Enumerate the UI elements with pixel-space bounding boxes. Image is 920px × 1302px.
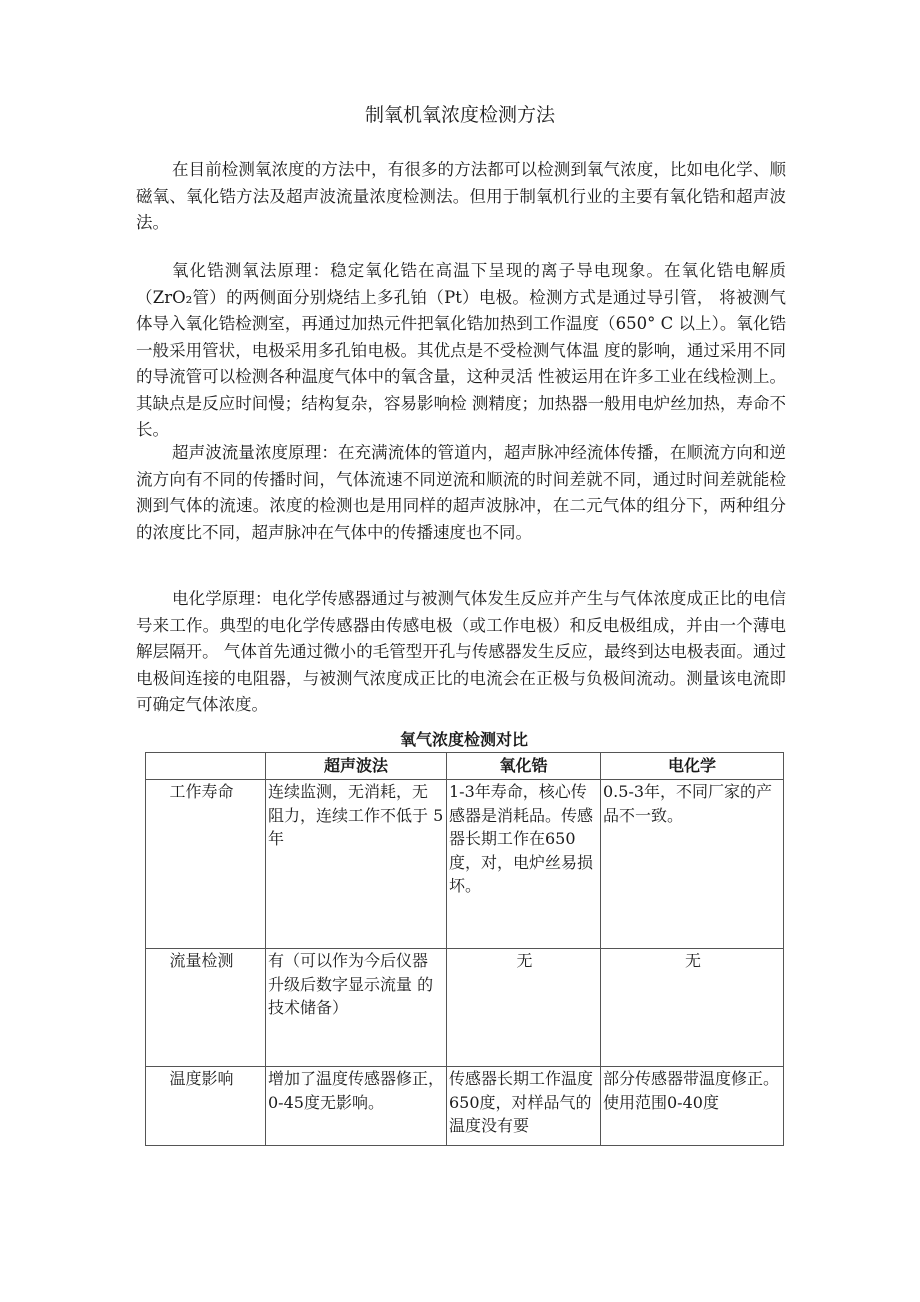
cell-lifespan-ultrasonic: 连续监测，无消耗，无 阻力，连续工作不低于 5年 xyxy=(266,780,447,949)
row-label-temperature: 温度影响 xyxy=(146,1067,266,1146)
paragraph-zirconia: 氧化锆测氧法原理：稳定氧化锆在高温下呈现的离子导电现象。在氧化锆电解质（ZrO₂管）的两侧面分别烧结上多孔铂（Pt）电极。检测方式是通过导引管， 将被测气体导入氧化锆检测室，再通过加热元件把氧化锆加热到工作温度（650° C 以上）。氧化锆一般采用管状，电极采用多孔铂电极。其优点是不受检测气体温 度的影响，通过采用不同的导流管可以检测各种温度气体中的氧含量，这种灵活 性被运用在许多工业在线检测上。其缺点是反应时间慢；结构复杂，容易影响检 测精度；加热器一般用电炉丝加热，寿命不长。 xyxy=(136,261,786,439)
row-label-lifespan: 工作寿命 xyxy=(146,780,266,949)
header-zirconia: 氧化锆 xyxy=(447,753,601,780)
header-electrochemical: 电化学 xyxy=(601,753,784,780)
document-title: 制氧机氧浓度检测方法 xyxy=(364,104,555,126)
cell-temperature-ultrasonic: 增加了温度传感器修正，0-45度无影响。 xyxy=(266,1067,447,1146)
table-header-row xyxy=(146,753,784,780)
paragraph-electrochemical: 电化学原理：电化学传感器通过与被测气体发生反应并产生与气体浓度成正比的电信号来工作。典型的电化学传感器由传感电极（或工作电极）和反电极组成，并由一个薄电解层隔开。 气体首先通过微小的毛管型开孔与传感器发生反应，最终到达电极表面。通过电极间连接的电阻器，与被测气浓度成正比的电流会在正极与负极间流动。测量该电流即可确定气体浓度。 xyxy=(136,589,786,714)
cell-flow-ultrasonic: 有（可以作为今后仪器 升级后数字显示流量 的技术储备） xyxy=(266,949,447,1067)
table-row xyxy=(146,780,784,949)
cell-flow-electrochemical: 无 xyxy=(601,949,784,1067)
comparison-table xyxy=(145,752,784,1146)
paragraph-intro: 在目前检测氧浓度的方法中，有很多的方法都可以检测到氧气浓度，比如电化学、顺磁氧、氧化锆方法及超声波流量浓度检测法。但用于制氧机行业的主要有氧化锆和超声波法。 xyxy=(136,160,786,232)
header-empty xyxy=(146,753,266,780)
table-row xyxy=(146,949,784,1067)
row-label-flow: 流量检测 xyxy=(146,949,266,1067)
cell-flow-zirconia: 无 xyxy=(447,949,601,1067)
cell-lifespan-electrochemical: 0.5-3年，不同厂家的产品不一致。 xyxy=(601,780,784,949)
table-caption: 氧气浓度检测对比 xyxy=(399,730,528,749)
table-row xyxy=(146,1067,784,1146)
paragraph-ultrasonic: 超声波流量浓度原理：在充满流体的管道内，超声脉冲经流体传播，在顺流方向和逆流方向有不同的传播时间，气体流速不同逆流和顺流的时间差就不同，通过时间差就能检测到气体的流速。浓度的检测也是用同样的超声波脉冲，在二元气体的组分下，两种组分的浓度比不同，超声脉冲在气体中的传播速度也不同。 xyxy=(136,443,786,542)
cell-lifespan-zirconia: 1-3年寿命，核心传感器是消耗品。传感器长期工作在650度，对，电炉丝易损坏。 xyxy=(447,780,601,949)
cell-temperature-electrochemical: 部分传感器带温度修正。使用范围0-40度 xyxy=(601,1067,784,1146)
header-ultrasonic: 超声波法 xyxy=(266,753,447,780)
cell-temperature-zirconia: 传感器长期工作温度650度，对样品气的温度没有要 xyxy=(447,1067,601,1146)
